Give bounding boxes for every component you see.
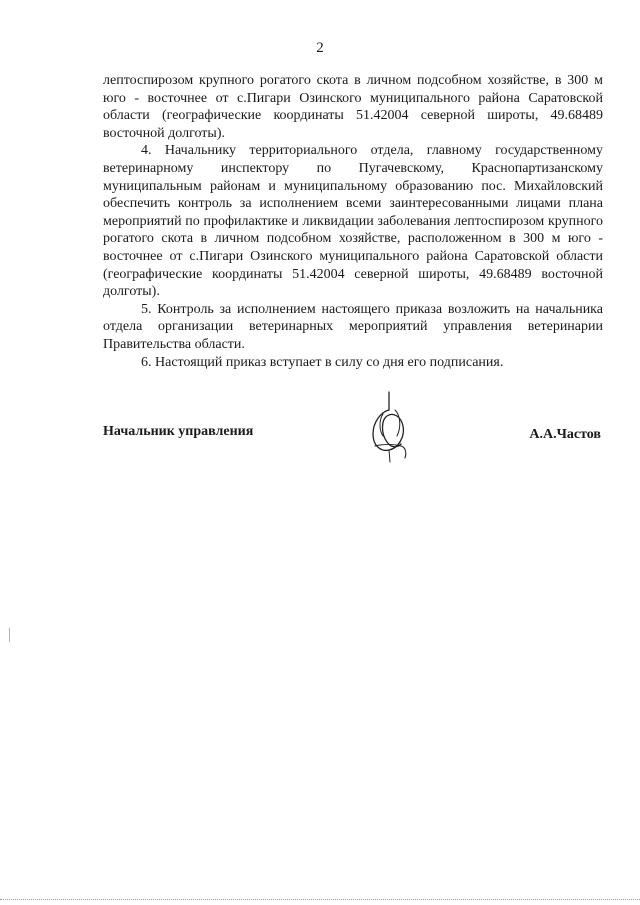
- page-number: 2: [316, 40, 324, 56]
- paragraph-item-5: 5. Контроль за исполнением настоящего приказа возложить на начальника отдела организации ветеринарных мероприятий управления ветеринарии Правительства области.: [103, 301, 603, 352]
- scan-edge: [0, 899, 640, 901]
- scan-artifact: [9, 628, 10, 642]
- paragraph-continuation: лептоспирозом крупного рогатого скота в личном подсобном хозяйстве, в 300 м юго - восточнее от с.Пигари Озинского муниципального района Саратовской области (географические координаты 51.42004 северной широты, 49.68489 восточной долготы).: [103, 73, 603, 141]
- signature-block: [103, 420, 603, 480]
- document-body: [103, 72, 603, 371]
- signatory-name: А.А.Частов: [529, 427, 601, 442]
- signatory-title: Начальник управления: [103, 424, 254, 439]
- paragraph-item-4: 4. Начальнику территориального отдела, главному государственному ветеринарному инспектору по Пугачевскому, Краснопартизанскому муниципальным районам и муниципальному образованию пос. Михайловский обеспечить контроль за исполнением всеми заинтересованными лицами плана мероприятий по профилактике и ликвидации заболевания лептоспирозом крупного рогатого скота в личном подсобном хозяйстве, расположенном в 300 м юго - восточнее от с.Пигари Озинского муниципального района Саратовской области (географические координаты 51.42004 северной широты, 49.68489 восточной долготы).: [103, 143, 603, 300]
- handwritten-signature: [359, 390, 419, 470]
- paragraph-item-6: 6. Настоящий приказ вступает в силу со дня его подписания.: [141, 354, 504, 370]
